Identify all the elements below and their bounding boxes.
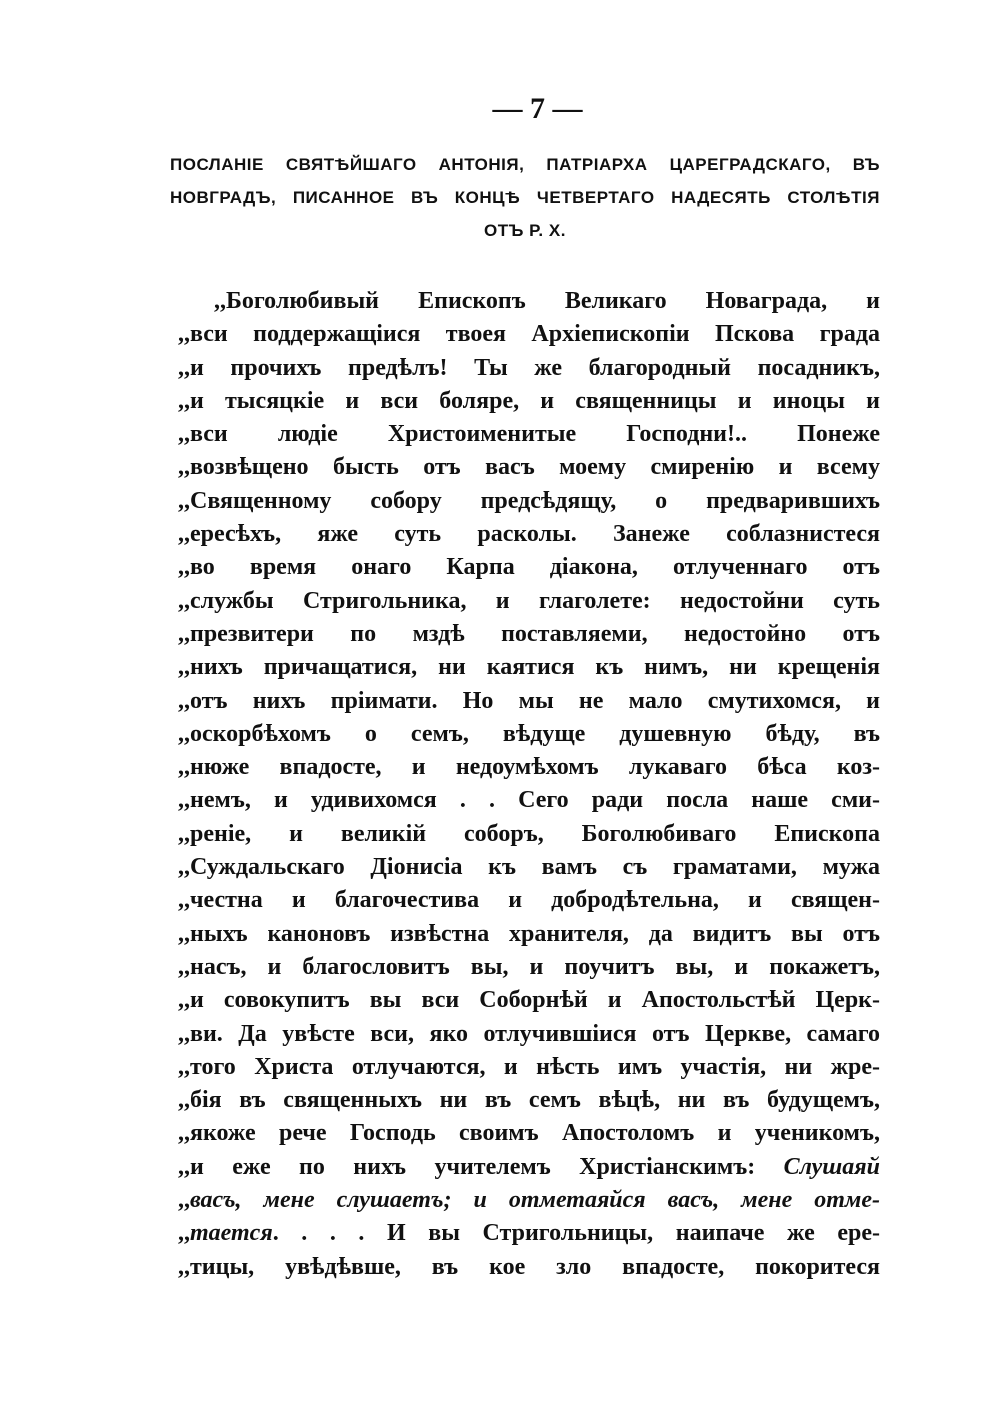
heading-line: ОТЪ Р. Х. bbox=[484, 221, 566, 240]
text-line: ,,немъ, и удивихомся . . Сего ради посла наше сми- bbox=[178, 787, 880, 814]
italic-quote: васъ, мене слушаетъ; и отметаяйся васъ, мене отме- bbox=[190, 1187, 880, 1214]
body-text bbox=[178, 285, 880, 1284]
text-line bbox=[178, 1217, 880, 1250]
text-line: ,,насъ, и благословитъ вы, и поучитъ вы, и покажетъ, bbox=[178, 953, 880, 980]
text-line: ,,оскорбѣхомъ о семъ, вѣдуще душевную бѣду, въ bbox=[178, 720, 880, 747]
italic-quote: тается bbox=[190, 1220, 273, 1247]
italic-quote: Слушаяй bbox=[783, 1153, 880, 1180]
text-line: ,,во время онаго Карпа діакона, отлученнаго отъ bbox=[178, 554, 880, 581]
text-line: ,,Суждальскаго Діонисіа къ вамъ съ граматами, мужа bbox=[178, 854, 880, 881]
text-line: ,,возвѣщено бысть отъ васъ моему смиренію и всему bbox=[178, 454, 880, 481]
text-line: ,,и прочихъ предѣлъ! Ты же благородный посадникъ, bbox=[178, 354, 880, 381]
page-number: — 7 — bbox=[492, 92, 583, 125]
text-line: ,,нихъ причащатися, ни каятися къ нимъ, ни крещенія bbox=[178, 654, 880, 681]
text-line: ,,честна и благочестива и добродѣтельна, и священ- bbox=[178, 887, 880, 914]
text-line: ,,того Христа отлучаются, и нѣсть имъ участія, ни жре- bbox=[178, 1053, 880, 1080]
text-line: ,,реніе, и великій соборъ, Боголюбиваго Епископа bbox=[178, 820, 880, 847]
text-line: ,,презвитери по мздѣ поставляеми, недостойно отъ bbox=[178, 620, 880, 647]
text-segment: ,,и еже по нихъ учителемъ Христіанскимъ: bbox=[178, 1153, 756, 1180]
text-line: ,,Боголюбивый Епископъ Великаго Новаграда, и bbox=[214, 288, 880, 314]
text-line: ,,вси людіе Христоименитые Господни!.. Понеже bbox=[178, 421, 880, 448]
text-segment: ,, bbox=[178, 1220, 190, 1247]
text-line: ,,якоже рече Господь своимъ Апостоломъ и ученикомъ, bbox=[178, 1120, 880, 1147]
text-line: ,,отъ нихъ пріимати. Но мы не мало смутихомся, и bbox=[178, 687, 880, 714]
text-line: ,,бія въ священныхъ ни въ семъ вѣцѣ, ни въ будущемъ, bbox=[178, 1087, 880, 1114]
heading-line: НОВГРАДЪ, ПИСАННОЕ ВЪ КОНЦѢ ЧЕТВЕРТАГО НАДЕСЯТЬ СТОЛѢТІЯ bbox=[170, 188, 880, 207]
text-line: ,,ви. Да увѣсте вси, яко отлучившіися отъ Церкве, самаго bbox=[178, 1020, 880, 1047]
text-line: ,,службы Стригольника, и глаголете: недостойни суть bbox=[178, 587, 880, 614]
heading-line: ПОСЛАНІЕ СВЯТѢЙШАГО АНТОНІЯ, ПАТРІАРХА ЦАРЕГРАДСКАГО, ВЪ bbox=[170, 155, 880, 174]
text-line: ,,и совокупитъ вы вси Соборнѣй и Апостольстѣй Церк- bbox=[178, 987, 880, 1014]
text-line: ,,тицы, увѣдѣвше, въ кое зло впадосте, покоритеся bbox=[178, 1253, 880, 1280]
text-segment: . . . . И вы Стригольницы, наипаче же ере- bbox=[272, 1220, 880, 1247]
text-line bbox=[178, 1151, 880, 1184]
text-line: ,,и тысяцкіе и вси боляре, и священницы и иноцы и bbox=[178, 387, 880, 414]
text-segment: ,, bbox=[178, 1187, 190, 1214]
text-line: ,,ныхъ каноновъ извѣстна хранителя, да видитъ вы отъ bbox=[178, 920, 880, 947]
text-line: ,,ересѣхъ, яже суть расколы. Занеже соблазнистеся bbox=[178, 521, 880, 548]
text-line: ,,нюже впадосте, и недоумѣхомъ лукаваго бѣса коз- bbox=[178, 754, 880, 781]
text-line: ,,вси поддержащіися твоея Архіепископіи Пскова града bbox=[178, 321, 880, 348]
text-line bbox=[178, 1184, 880, 1217]
text-line: ,,Священному собору предсѣдящу, о предварившихъ bbox=[178, 487, 880, 514]
document-heading bbox=[170, 148, 880, 247]
